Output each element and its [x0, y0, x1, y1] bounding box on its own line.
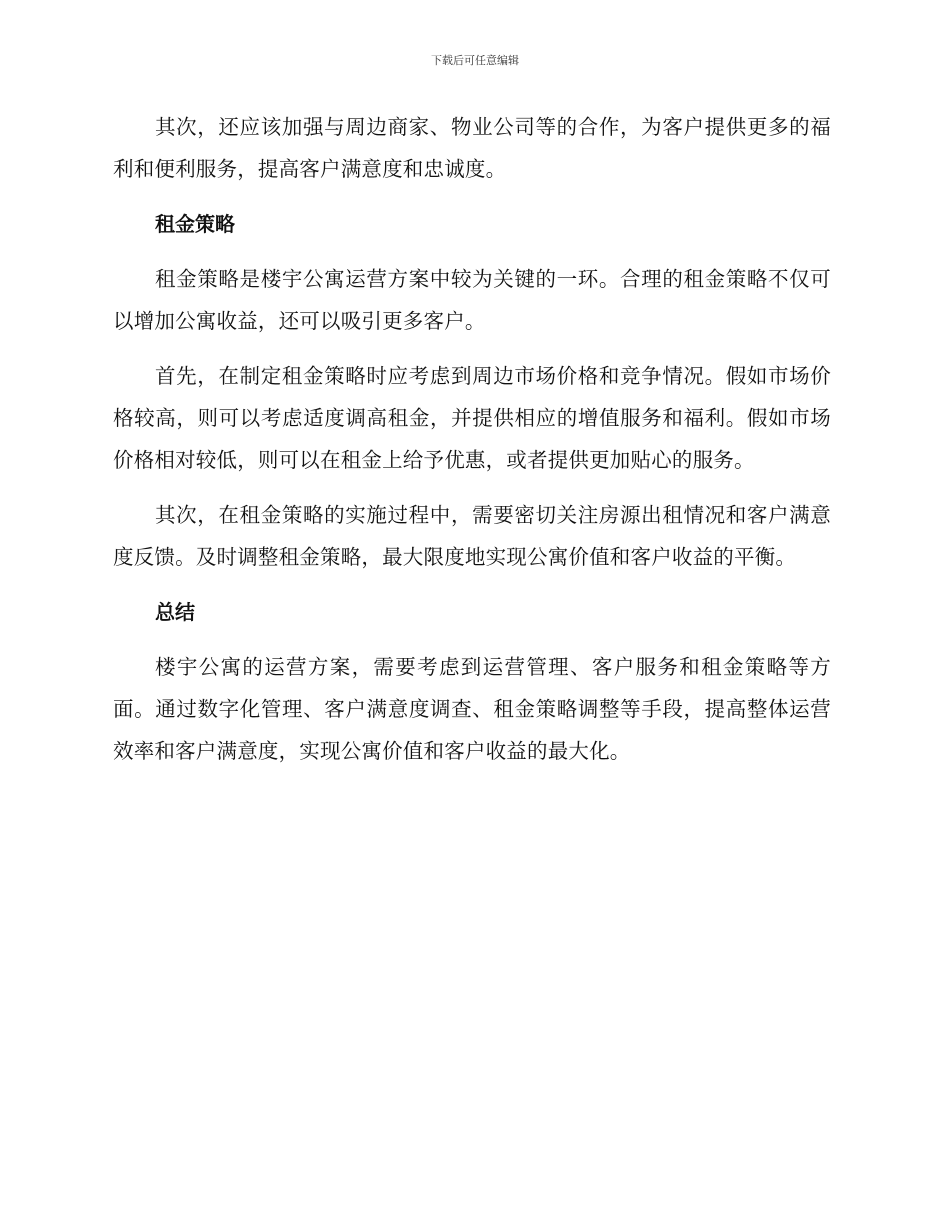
paragraph-cooperation: 其次，还应该加强与周边商家、物业公司等的合作，为客户提供更多的福利和便利服务，提高客户满意度和忠诚度。 [113, 115, 831, 181]
paragraph-summary: 楼宇公寓的运营方案，需要考虑到运营管理、客户服务和租金策略等方面。通过数字化管理、客户满意度调查、租金策略调整等手段，提高整体运营效率和客户满意度，实现公寓价值和客户收益的最大化。 [113, 655, 831, 763]
heading-summary: 总结 [155, 600, 195, 624]
paragraph-rent-pricing: 首先，在制定租金策略时应考虑到周边市场价格和竞争情况。假如市场价格较高，则可以考虑适度调高租金，并提供相应的增值服务和福利。假如市场价格相对较低，则可以在租金上给予优惠，或者提供更加贴心的服务。 [113, 364, 831, 472]
paragraph-rent-adjustment: 其次，在租金策略的实施过程中，需要密切关注房源出租情况和客户满意度反馈。及时调整租金策略，最大限度地实现公寓价值和客户收益的平衡。 [113, 503, 831, 569]
paragraph-rent-intro: 租金策略是楼宇公寓运营方案中较为关键的一环。合理的租金策略不仅可以增加公寓收益，还可以吸引更多客户。 [113, 267, 831, 333]
heading-rent-strategy: 租金策略 [155, 212, 235, 236]
document-body [113, 106, 831, 785]
page-header-note: 下载后可任意编辑 [431, 54, 519, 67]
